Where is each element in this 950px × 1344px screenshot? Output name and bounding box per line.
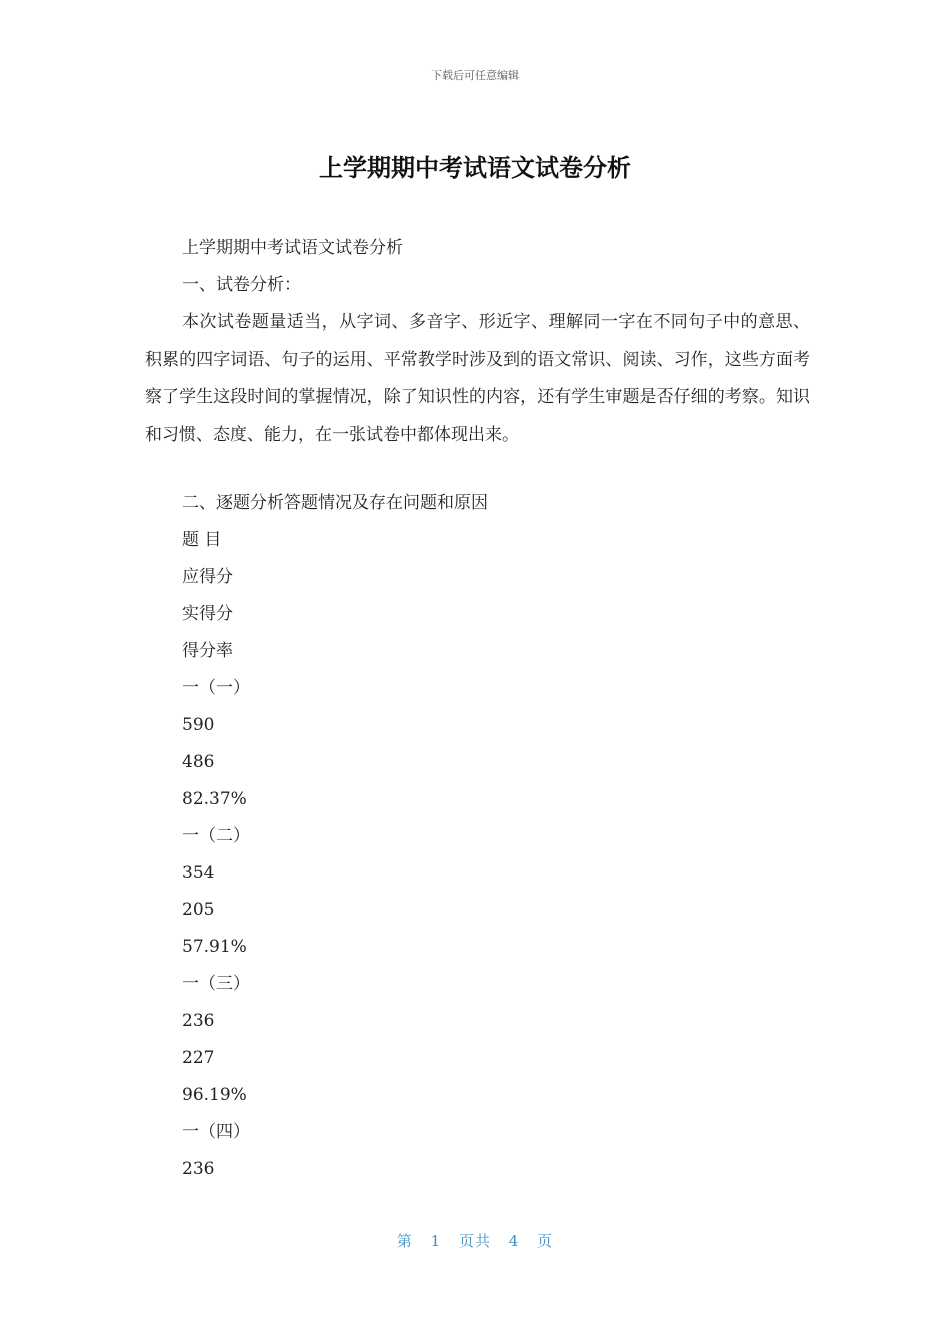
table-cell-expected: 236: [182, 1011, 215, 1031]
table-cell-rate: 82.37%: [182, 789, 247, 809]
table-header-expected: 应得分: [182, 567, 233, 587]
table-cell-expected: 354: [182, 863, 215, 883]
table-cell-item: 一（四）: [182, 1122, 250, 1142]
table-cell-expected: 590: [182, 715, 215, 735]
section-1-heading: 一、试卷分析：: [182, 275, 301, 295]
table-cell-rate: 57.91%: [182, 937, 247, 957]
table-cell-actual: 227: [182, 1048, 215, 1068]
table-header-item: 题 目: [182, 530, 222, 550]
table-cell-actual: 486: [182, 752, 215, 772]
table-cell-actual: 205: [182, 900, 215, 920]
table-cell-rate: 96.19%: [182, 1085, 247, 1105]
document-body: [145, 230, 810, 1188]
subtitle: 上学期期中考试语文试卷分析: [182, 238, 403, 258]
table-cell-item: 一（三）: [182, 974, 250, 994]
table-header-actual: 实得分: [182, 604, 233, 624]
table-header-rate: 得分率: [182, 641, 233, 661]
section-2-heading: 二、逐题分析答题情况及存在问题和原因: [182, 493, 488, 513]
table-cell-item: 一（二）: [182, 826, 250, 846]
header-note: 下载后可任意编辑: [431, 69, 519, 82]
table-cell-item: 一（一）: [182, 678, 250, 698]
paragraph-spacer: [145, 454, 810, 485]
section-1-paragraph: 本次试卷题量适当，从字词、多音字、形近字、理解同一字在不同句子中的意思、积累的四字词语、句子的运用、平常教学时涉及到的语文常识、阅读、习作，这些方面考察了学生这段时间的掌握情况，除了知识性的内容，还有学生审题是否仔细的考察。知识和习惯、态度、能力，在一张试卷中都体现出来。: [145, 312, 810, 445]
page-footer: 第 1 页共 4 页: [396, 1232, 554, 1250]
table-cell-expected: 236: [182, 1159, 215, 1179]
document-title: 上学期期中考试语文试卷分析: [319, 154, 631, 182]
